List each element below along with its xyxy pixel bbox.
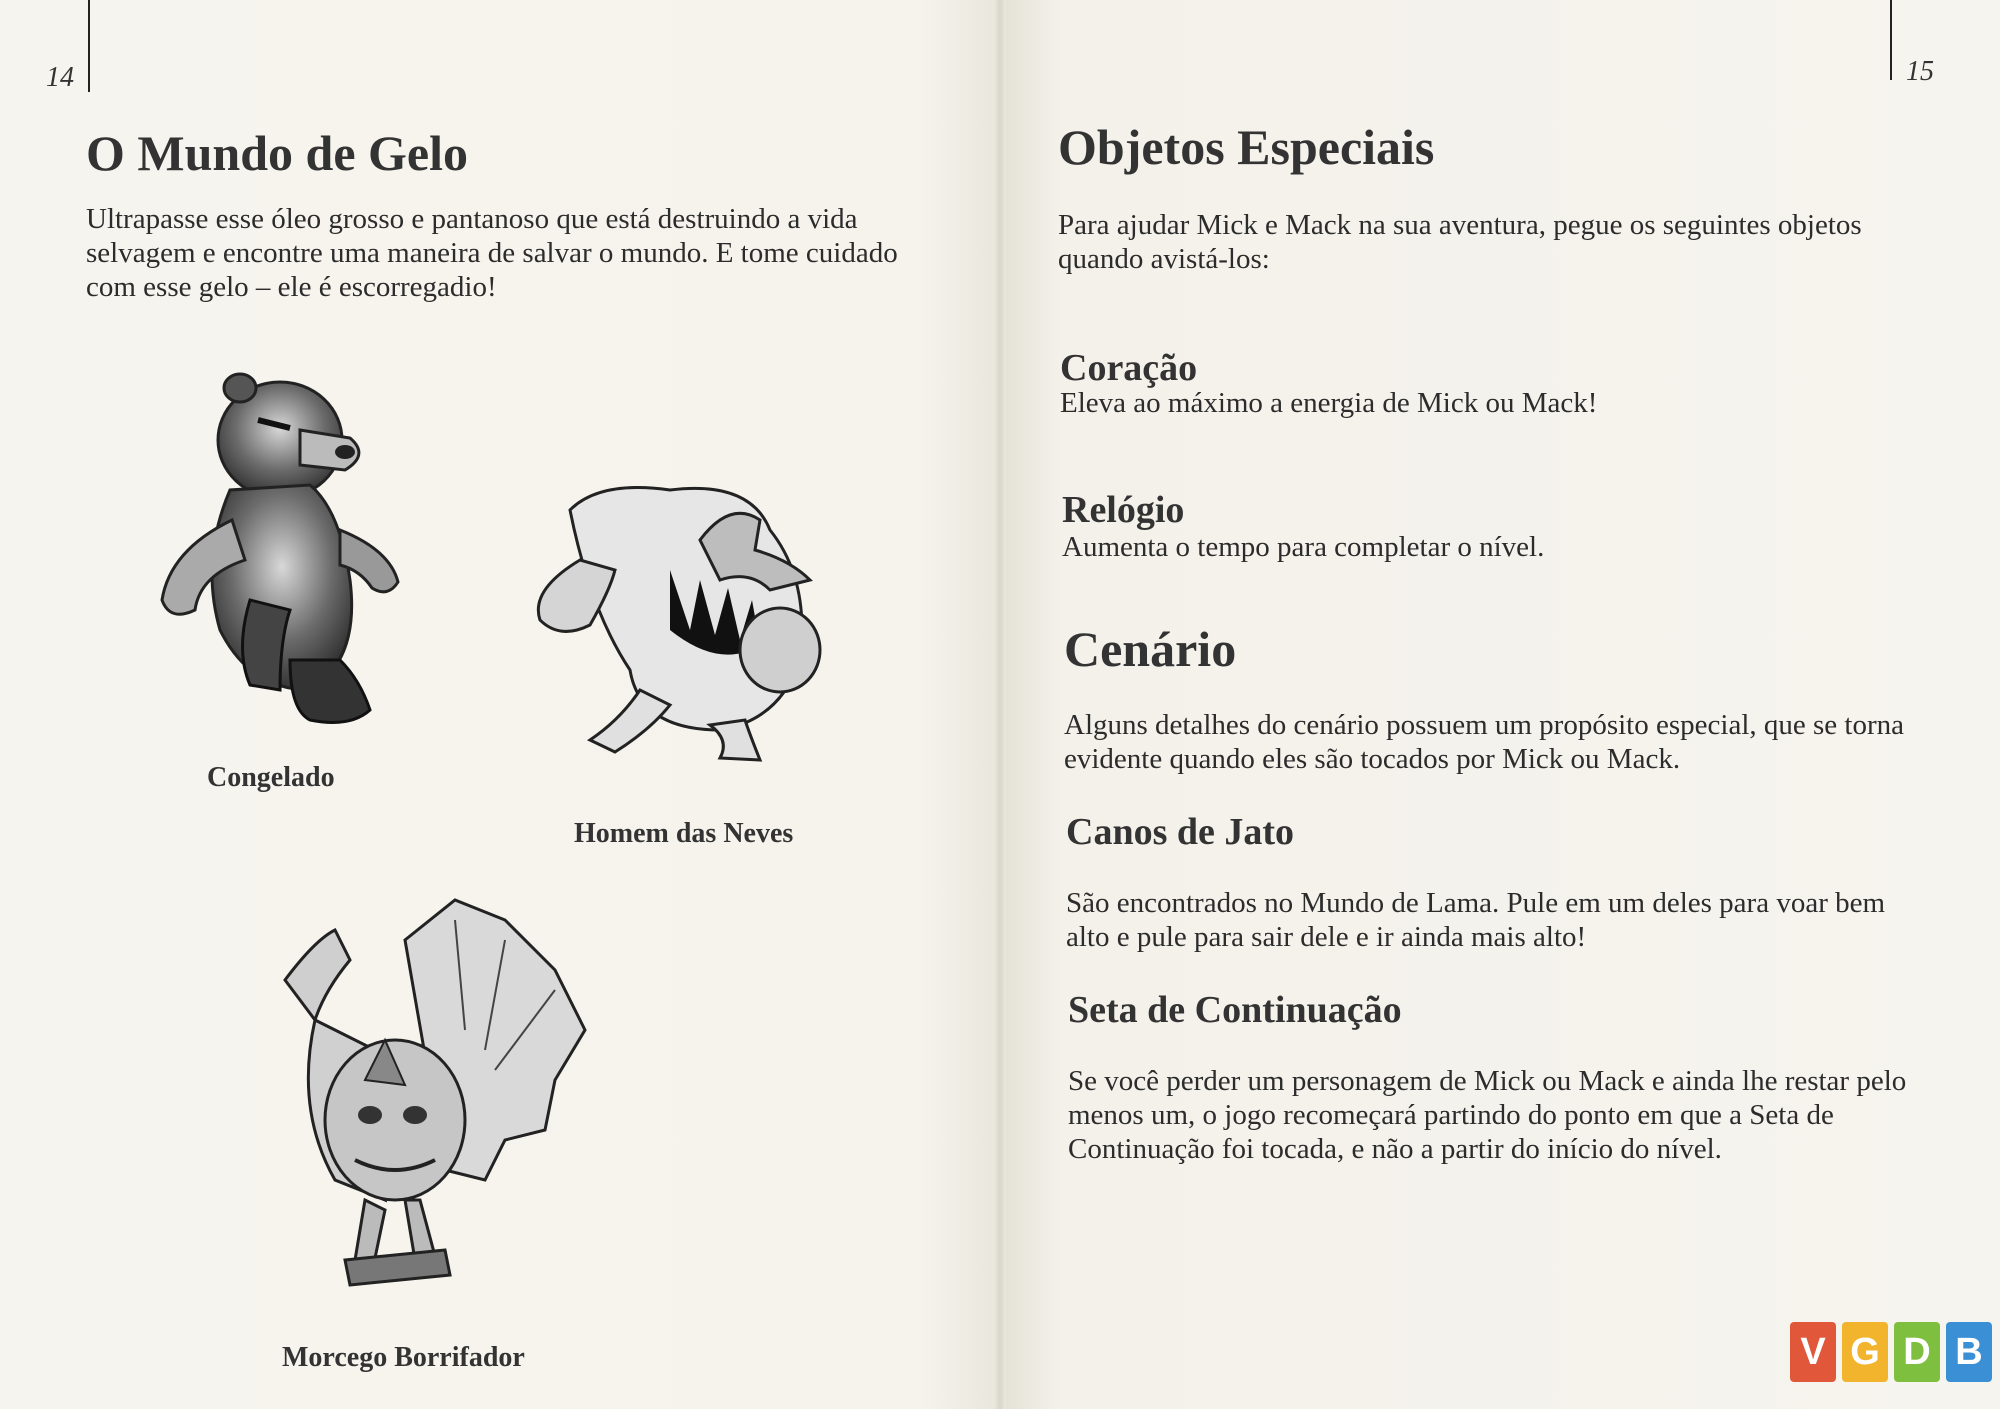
scenery-title: Cenário (1064, 621, 1237, 677)
scenery-intro: Alguns detalhes do cenário possuem um propósito especial, que se torna evidente quando eles são tocados por Mick ou Mack. (1064, 709, 1904, 775)
object-text-coracao: Eleva ao máximo a energia de Mick ou Mack! (1060, 387, 1598, 419)
vgdb-logo (1790, 1322, 1992, 1382)
vgdb-logo-letter-g: G (1842, 1322, 1888, 1382)
vgdb-logo-letter-v: V (1790, 1322, 1836, 1382)
object-title-relogio: Relógio (1062, 489, 1185, 531)
vgdb-logo-letter-b: B (1946, 1322, 1992, 1382)
scenery-title-seta-de-continuacao: Seta de Continuação (1068, 989, 1402, 1031)
bear-illustration (140, 360, 410, 740)
left-page-intro: Ultrapasse esse óleo grosso e pantanoso que está destruindo a vida selvagem e encontre uma maneira de salvar o mundo. E tome cuidado com esse gelo – ele é escorregadio! (86, 203, 898, 303)
scenery-text-canos-de-jato: São encontrados no Mundo de Lama. Pule em um deles para voar bem alto e pule para sair dele e ir ainda mais alto! (1066, 887, 1886, 953)
bat-illustration (255, 880, 595, 1310)
right-page-number: 15 (1906, 56, 1934, 87)
vgdb-logo-letter-d: D (1894, 1322, 1940, 1382)
object-title-coracao: Coração (1060, 347, 1198, 389)
scenery-title-canos-de-jato: Canos de Jato (1066, 811, 1295, 853)
scenery-text-seta-de-continuacao: Se você perder um personagem de Mick ou Mack e ainda lhe restar pelo menos um, o jogo recomeçará partindo do ponto em que a Seta de Continuação foi tocada, e não a partir do início do nível. (1068, 1065, 1907, 1165)
object-text-relogio: Aumenta o tempo para completar o nível. (1062, 531, 1545, 563)
book-spine (994, 0, 1006, 1409)
snowman-monster-illustration (520, 440, 850, 770)
caption-homem-das-neves: Homem das Neves (574, 818, 794, 849)
caption-congelado: Congelado (207, 762, 335, 793)
caption-morcego-borrifador: Morcego Borrifador (282, 1342, 525, 1373)
right-page-title: Objetos Especiais (1058, 119, 1435, 175)
right-page-rule (1890, 0, 1892, 80)
left-page-number: 14 (46, 62, 74, 93)
right-page-intro: Para ajudar Mick e Mack na sua aventura, pegue os seguintes objetos quando avistá-los: (1058, 209, 1862, 275)
left-page-rule (88, 0, 90, 92)
left-page-title: O Mundo de Gelo (86, 125, 468, 181)
